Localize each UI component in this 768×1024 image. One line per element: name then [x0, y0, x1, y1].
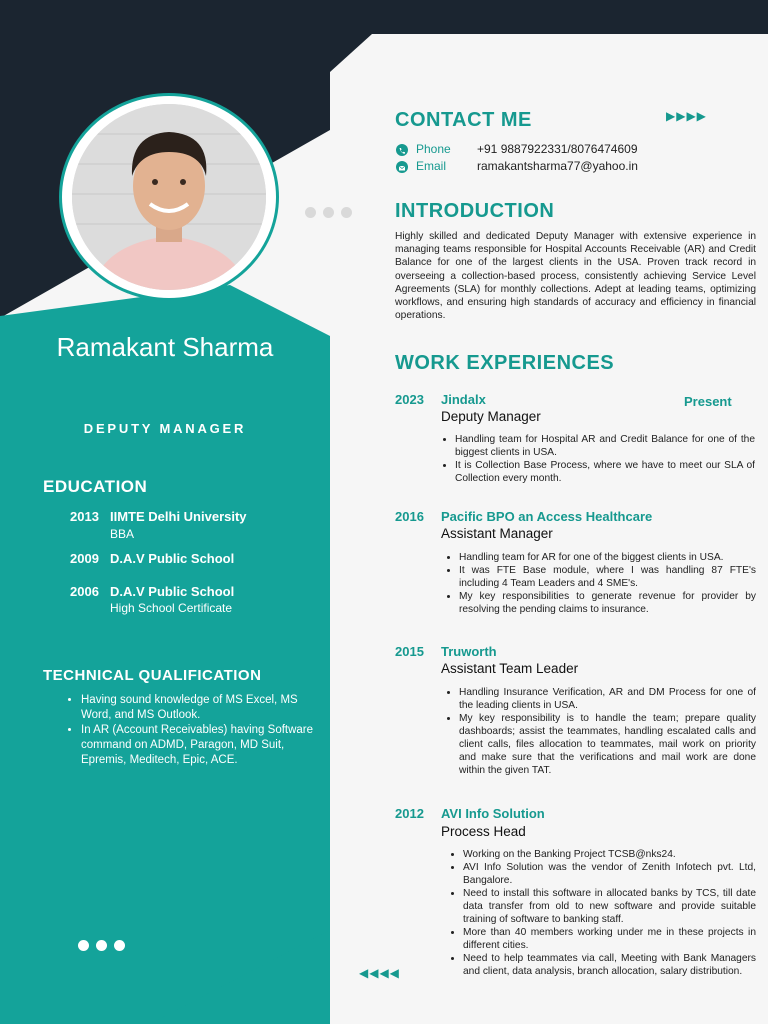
- profile-title: DEPUTY MANAGER: [83, 421, 247, 436]
- contact-heading: CONTACT ME: [395, 109, 532, 131]
- job-point: • Handling Insurance Verification, AR and DM Process for one of the leading clients in USA.: [459, 686, 756, 712]
- job-year: 2012: [395, 806, 424, 821]
- decor-dot: [78, 940, 89, 951]
- profile-name: Ramakant Sharma: [56, 332, 274, 362]
- job-role: Assistant Manager: [441, 526, 553, 541]
- teal-sidebar-shape: [0, 285, 330, 1024]
- job-company: AVI Info Solution: [441, 806, 545, 821]
- job-point: • My key responsibilities to generate revenue for provider by resolving the pending claims to insurance.: [459, 590, 756, 616]
- job-year: 2016: [395, 509, 424, 524]
- job-role: Assistant Team Leader: [441, 661, 579, 676]
- job-point: • Working on the Banking Project TCSB@nks24.: [463, 848, 756, 861]
- education-year: 2006: [70, 584, 99, 599]
- education-degree: BBA: [110, 527, 135, 541]
- job-points: [447, 848, 756, 978]
- job-point: • It is Collection Base Process, where we have to meet our SLA of Collection every month.: [455, 459, 755, 485]
- phone-icon: [396, 144, 408, 156]
- decor-dot: [341, 207, 352, 218]
- job-year: 2023: [395, 392, 424, 407]
- job-point: • My key responsibility is to handle the team; prepare quality dashboards; assist the teammates, handling escalated calls and client calls, files allocation to teammates, mail work on priority and make sure that the verifications and mail work are done within the given TAT.: [459, 712, 756, 777]
- job-role: Process Head: [441, 824, 526, 839]
- education-degree: High School Certificate: [110, 601, 233, 615]
- education-school: IIMTE Delhi University: [110, 509, 247, 524]
- decor-dot: [323, 207, 334, 218]
- job-role: Deputy Manager: [441, 409, 541, 424]
- job-company: Truworth: [441, 644, 497, 659]
- technical-item: • Having sound knowledge of MS Excel, MS Word, and MS Outlook.: [81, 693, 324, 723]
- technical-list: [64, 693, 324, 768]
- education-school: D.A.V Public School: [110, 551, 235, 566]
- job-year: 2015: [395, 644, 424, 659]
- job-point: • Handling team for AR for one of the biggest clients in USA.: [459, 551, 756, 564]
- education-heading: EDUCATION: [43, 477, 148, 496]
- job-company: Pacific BPO an Access Healthcare: [441, 509, 653, 524]
- phone-value[interactable]: +91 9887922331/8076474609: [477, 142, 638, 156]
- arrows-right-icon: ▶▶▶▶: [666, 109, 707, 123]
- job-company: Jindalx: [441, 392, 486, 407]
- present-label: Present: [684, 394, 732, 409]
- introduction-heading: INTRODUCTION: [395, 200, 555, 222]
- email-label: Email: [416, 159, 447, 173]
- job-points: [443, 686, 756, 777]
- decor-dot: [114, 940, 125, 951]
- job-points: [443, 551, 756, 616]
- profile-photo: [72, 104, 266, 290]
- job-point: • Need to help teammates via call, Meeting with Bank Managers and client, data analysis, branch allocation, salary distribution.: [463, 952, 756, 978]
- introduction-text: Highly skilled and dedicated Deputy Manager with extensive experience in managing teams responsible for Hospital Accounts Receivable (AR) and Credit Balance for one of the largest clients in the USA. Proven track record in overseeing a collection-based process, consistently achieving Service Level Agreements (SLA) for monthly collections. Adept at leading teams, optimizing workflows, and ensuring high standards of accuracy and efficiency in financial operations.: [395, 231, 756, 322]
- job-point: • It was FTE Base module, where I was handling 87 FTE's including 4 Team Leaders and 4 SME's.: [459, 564, 756, 590]
- phone-label: Phone: [416, 142, 451, 156]
- job-point: • AVI Info Solution was the vendor of Zenith Infotech pvt. Ltd, Bangalore.: [463, 861, 756, 887]
- work-heading: WORK EXPERIENCES: [395, 352, 615, 374]
- job-point: • More than 40 members working under me in these projects in different cities.: [463, 926, 756, 952]
- job-point: • Need to install this software in allocated banks by TCS, till date data transfer from old to new software and provide suitable training of software to banking staff.: [463, 887, 756, 926]
- technical-item: • In AR (Account Receivables) having Software command on ADMD, Paragon, MD Suit, Epremis, Meditech, Epic, ACE.: [81, 723, 324, 768]
- email-value[interactable]: ramakantsharma77@yahoo.in: [477, 159, 638, 173]
- mail-icon: [396, 161, 408, 173]
- job-points: [439, 433, 755, 485]
- education-year: 2013: [70, 509, 99, 524]
- technical-heading: TECHNICAL QUALIFICATION: [43, 667, 262, 684]
- education-year: 2009: [70, 551, 99, 566]
- job-point: • Handling team for Hospital AR and Credit Balance for one of the biggest clients in USA.: [455, 433, 755, 459]
- decor-dot: [305, 207, 316, 218]
- decor-dot: [96, 940, 107, 951]
- education-school: D.A.V Public School: [110, 584, 235, 599]
- arrows-left-icon: ◀◀◀◀: [359, 966, 400, 980]
